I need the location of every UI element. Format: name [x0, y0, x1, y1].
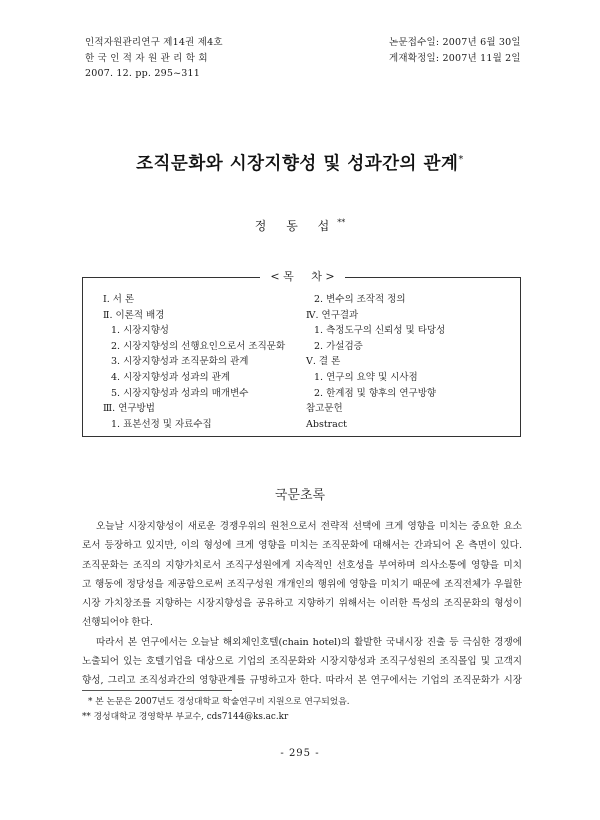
- abstract-line: 로서 등장하고 있지만, 이의 형성에 크게 영향을 미치는 조직문화에 대해서는 간과되어 온 측면이 있다.: [82, 540, 522, 552]
- toc-entry: 2. 시장지향성의 선행요인으로서 조직문화: [111, 340, 286, 352]
- author-name: 정 동 섭: [254, 219, 338, 233]
- abstract-line: 조직문화는 조직의 지향가치로서 조직구성원에게 지속적인 선호성을 부여하며 의사소통에 영향을 미치: [82, 559, 522, 571]
- toc-entry: Ⅳ. 연구결과: [306, 309, 359, 321]
- title-footnote-mark: *: [458, 154, 464, 166]
- abstract-line: 오늘날 시장지향성이 새로운 경쟁우위의 원천으로서 전략적 선택에 크게 영향을 미치는 중요한 요소: [96, 521, 522, 532]
- society-name: 한 국 인 적 자 원 관 리 학 회: [85, 52, 208, 64]
- abstract-line: 선행되어야 한다.: [82, 617, 153, 629]
- toc-entry: Ⅴ. 결 론: [306, 356, 341, 368]
- journal-info: [85, 35, 223, 82]
- author-footnote-mark: **: [337, 218, 346, 227]
- toc-entry: 2. 한계점 및 향후의 연구방향: [314, 387, 437, 399]
- accepted-date: 게재확정일: 2007년 11월 2일: [389, 52, 521, 64]
- toc-entry: Ⅱ. 이론적 배경: [103, 309, 165, 321]
- journal-name: 인적자원관리연구 제14권 제4호: [85, 37, 223, 48]
- toc-entry: 1. 연구의 요약 및 시사점: [314, 371, 418, 383]
- submission-info: [389, 35, 521, 66]
- footnote-funding: * 본 논문은 2007년도 경성대학교 학술연구비 지원으로 연구되었음.: [88, 697, 350, 707]
- abstract-line: 노출되어 있는 호텔기업을 대상으로 기업의 조직문화와 시장지향성과 조직구성원의 조직몰입 및 고객지: [82, 656, 522, 668]
- abstract-line: 고 행동에 정당성을 제공함으로써 조직구성원 개개인의 행위에 영향을 미치기 때문에 조직전체가 우월한: [82, 578, 522, 590]
- toc-entry: 2. 변수의 조작적 정의: [314, 294, 406, 305]
- toc-entry: Abstract: [306, 418, 347, 430]
- toc-entry: 1. 표본선정 및 자료수집: [111, 418, 212, 430]
- page-number: - 295 -: [280, 748, 320, 759]
- issue-pages: 2007. 12. pp. 295~311: [85, 68, 200, 79]
- received-date: 논문접수일: 2007년 6월 30일: [389, 37, 521, 48]
- toc-entry: 2. 가설검증: [314, 340, 363, 352]
- toc-entry: 5. 시장지향성과 성과의 매개변수: [111, 387, 249, 399]
- toc-entry: 1. 시장지향성: [111, 325, 169, 337]
- abstract-line: 향성, 그리고 조직성과간의 영향관계를 규명하고자 한다. 따라서 본 연구에서는 기업의 조직문화가 시장: [82, 675, 522, 687]
- toc-right-column: [306, 292, 445, 432]
- toc-entry: 참고문헌: [306, 403, 343, 415]
- paper-title-text: 조직문화와 시장지향성 및 성과간의 관계: [136, 154, 459, 174]
- toc-entry: 1. 측정도구의 신뢰성 및 타당성: [314, 325, 446, 337]
- abstract-body: [82, 517, 522, 691]
- abstract-heading: 국문초록: [274, 488, 326, 503]
- footnotes: [82, 695, 350, 725]
- toc-left-column: [103, 292, 285, 432]
- paper-title: [0, 150, 600, 175]
- toc-entry: 3. 시장지향성과 조직문화의 관계: [111, 356, 249, 368]
- footnote-affiliation: ** 경성대학교 경영학부 부교수, cds7144@ks.ac.kr: [82, 712, 289, 722]
- toc-entry: Ⅰ. 서 론: [103, 294, 135, 305]
- abstract-line: 따라서 본 연구에서는 오늘날 해외체인호텔(chain hotel)의 활발한 국내시장 진출 등 극심한 경쟁에: [96, 636, 522, 648]
- toc-entry: 4. 시장지향성과 성과의 관계: [111, 371, 231, 383]
- toc-heading: < 목 차 >: [270, 270, 335, 283]
- abstract-line: 시장 가치창조를 지향하는 시장지향성을 공유하고 지향하기 위해서는 이러한 특성의 조직문화의 형성이: [82, 598, 522, 610]
- toc-entry: Ⅲ. 연구방법: [103, 403, 155, 415]
- author: [0, 217, 600, 234]
- footnote-rule: [82, 690, 232, 691]
